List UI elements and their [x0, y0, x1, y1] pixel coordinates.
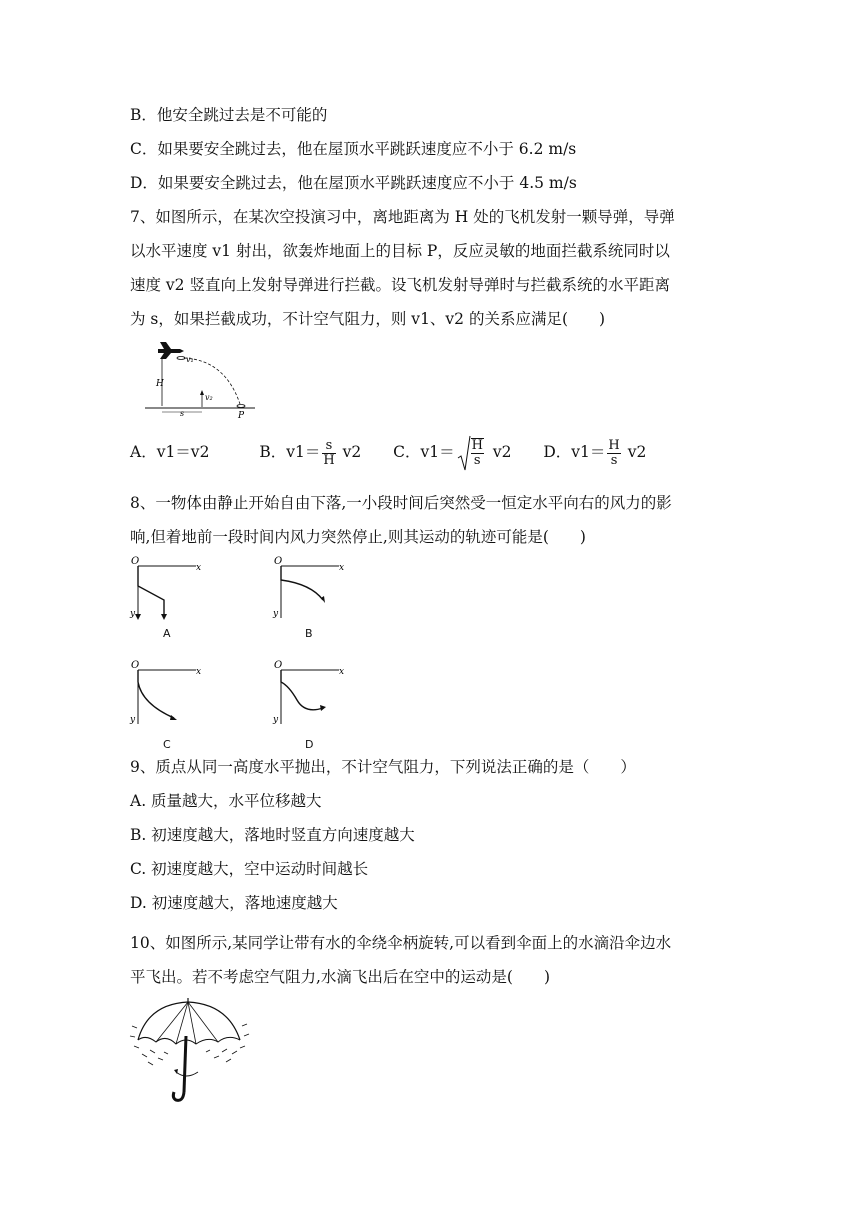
q9-option-d: D. 初速度越大，落地速度越大	[130, 894, 338, 912]
graph-label-c: C	[163, 738, 171, 751]
q7-option-c: C．v1＝ $\frac{H}{s}$ v2	[393, 438, 512, 468]
p-label: P	[238, 411, 245, 420]
svg-text:x: x	[339, 563, 345, 573]
q10-stem-line-2: 平飞出。若不考虑空气阻力,水滴飞出后在空中的运动是( )	[130, 968, 551, 986]
q9-stem: 9、质点从同一高度水平抛出，不计空气阻力，下列说法正确的是（ ）	[130, 758, 636, 776]
q8-graph-d	[271, 660, 361, 750]
svg-text:x: x	[196, 563, 202, 573]
q6-option-b: B．他安全跳过去是不可能的	[130, 106, 328, 124]
q6-option-c: C．如果要安全跳过去，他在屋顶水平跳跃速度应不小于 6.2 m/s	[130, 140, 577, 158]
sqrt-sign: $\frac{H}{s}$	[457, 438, 486, 468]
svg-text:y: y	[273, 715, 279, 725]
svg-text:O: O	[131, 556, 140, 567]
graph-label-b: B	[305, 627, 313, 640]
q7-option-a: A．v1＝v2	[130, 443, 210, 461]
plane-icon	[158, 349, 184, 353]
q6-option-d: D．如果要安全跳过去，他在屋顶水平跳跃速度应不小于 4.5 m/s	[130, 174, 577, 192]
svg-text:x: x	[339, 667, 345, 677]
q8-graph-c	[128, 660, 218, 750]
svg-text:O: O	[131, 660, 140, 671]
q7-stem-line-1: 7、如图所示，在某次空投演习中，离地距离为 H 处的飞机发射一颗导弹，导弹	[130, 208, 675, 226]
h-label: H	[156, 379, 164, 389]
svg-text:y: y	[273, 609, 279, 619]
q8-stem-line-1: 8、一物体由静止开始自由下落,一小段时间后突然受一恒定水平向右的风力的影	[130, 494, 672, 512]
graph-label-a: A	[163, 627, 171, 640]
q7-options	[130, 438, 646, 468]
v1-label: v₁	[186, 355, 194, 364]
svg-text:y: y	[130, 715, 136, 725]
svg-text:O: O	[274, 660, 283, 671]
q7-stem-line-3: 速度 v2 竖直向上发射导弹进行拦截。设飞机发射导弹时与拦截系统的水平距离	[130, 276, 670, 294]
q9-option-a: A. 质量越大，水平位移越大	[130, 792, 322, 810]
q7-option-b: B．v1＝ $\frac{s}{H}$ v2	[259, 437, 362, 468]
q7-stem-line-2: 以水平速度 v1 射出，欲轰炸地面上的目标 P，反应灵敏的地面拦截系统同时以	[130, 242, 670, 260]
q9-option-c: C. 初速度越大，空中运动时间越长	[130, 860, 369, 878]
q8-graph-b	[271, 556, 361, 646]
q8-graph-a	[128, 556, 218, 646]
graph-label-d: D	[305, 738, 314, 751]
svg-text:x: x	[196, 667, 202, 677]
v2-label: v₂	[205, 393, 213, 402]
umbrella-icon	[128, 996, 258, 1108]
q10-stem-line-1: 10、如图所示,某同学让带有水的伞绕伞柄旋转,可以看到伞面上的水滴沿伞边水	[130, 934, 672, 952]
q7-stem-line-4: 为 s，如果拦截成功，不计空气阻力，则 v1、v2 的关系应满足( )	[130, 310, 606, 328]
q8-stem-line-2: 响,但着地前一段时间内风力突然停止,则其运动的轨迹可能是( )	[130, 528, 586, 546]
q9-option-b: B. 初速度越大，落地时竖直方向速度越大	[130, 826, 415, 844]
q7-option-d: D．v1＝ $\frac{H}{s}$ v2	[543, 437, 647, 468]
umbrella-figure	[128, 996, 258, 1108]
svg-text:O: O	[274, 556, 283, 567]
s-label: s	[180, 409, 185, 418]
svg-text:y: y	[130, 609, 136, 619]
q7-figure	[140, 340, 260, 420]
